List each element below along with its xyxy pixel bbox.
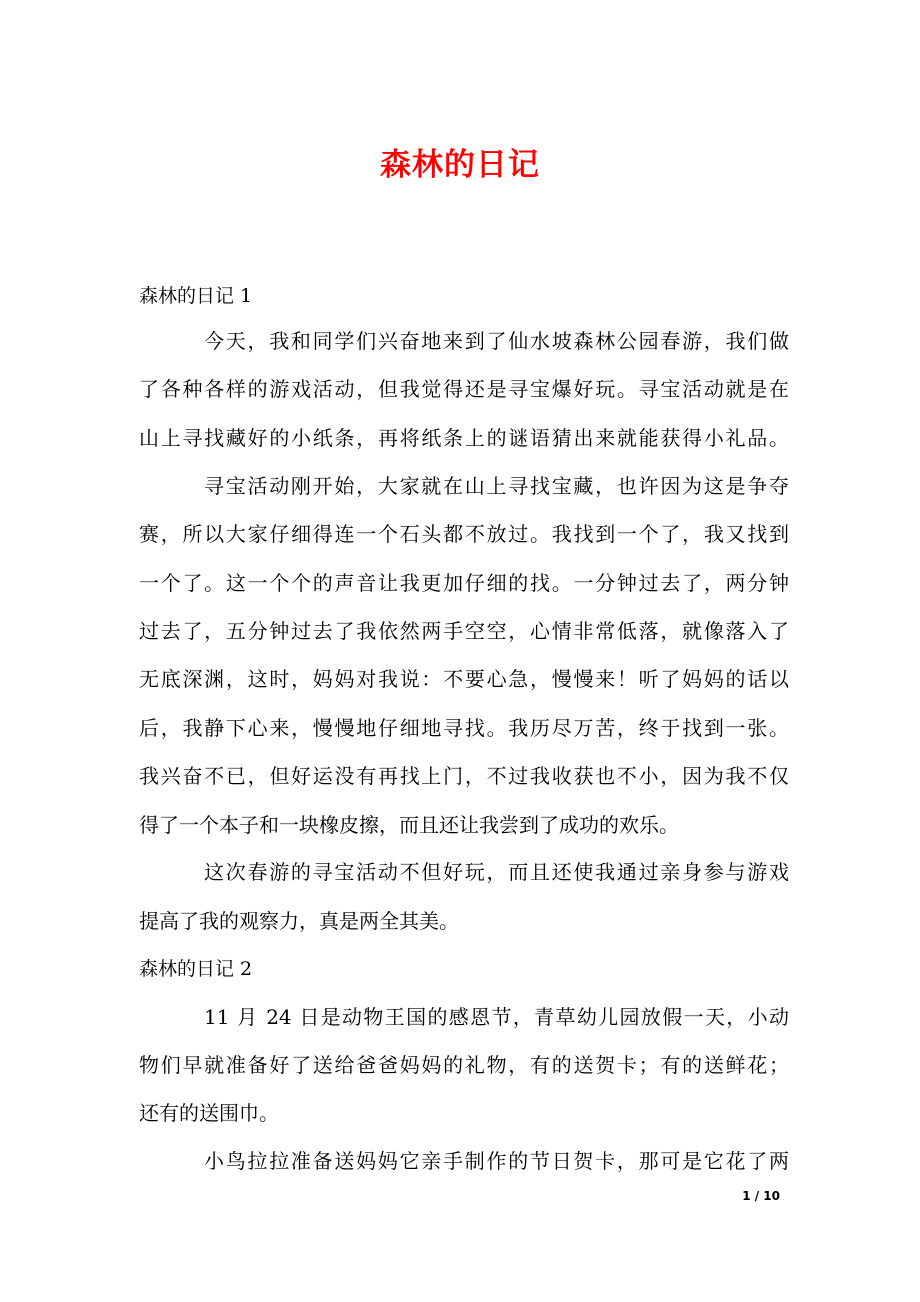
section-heading-2: 森林的日记 2 xyxy=(139,958,253,980)
paragraph-line: 无底深渊，这时，妈妈对我说：不要心急，慢慢来！听了妈妈的话以 xyxy=(139,667,789,691)
paragraph-line: 寻宝活动刚开始，大家就在山上寻找宝藏，也许因为这是争夺 xyxy=(204,474,789,498)
section-heading-1: 森林的日记 1 xyxy=(139,285,253,307)
paragraph-line: 物们早就准备好了送给爸爸妈妈的礼物，有的送贺卡；有的送鲜花； xyxy=(139,1053,789,1077)
paragraph-line: 山上寻找藏好的小纸条，再将纸条上的谜语猜出来就能获得小礼品。 xyxy=(139,426,789,450)
paragraph-line: 提高了我的观察力，真是两全其美。 xyxy=(139,909,459,933)
paragraph-line: 得了一个本子和一块橡皮擦，而且还让我尝到了成功的欢乐。 xyxy=(139,813,679,837)
paragraph-line: 一个了。这一个个的声音让我更加仔细的找。一分钟过去了，两分钟 xyxy=(139,571,789,595)
paragraph-line: 赛，所以大家仔细得连一个石头都不放过。我找到一个了，我又找到 xyxy=(139,522,789,546)
paragraph-line: 这次春游的寻宝活动不但好玩，而且还使我通过亲身参与游戏 xyxy=(204,860,789,884)
paragraph-line: 还有的送围巾。 xyxy=(139,1101,279,1125)
page-indicator: 1 / 10 xyxy=(742,1189,780,1203)
paragraph-line: 后，我静下心来，慢慢地仔细地寻找。我历尽万苦，终于找到一张。 xyxy=(139,716,789,740)
paragraph-line: 了各种各样的游戏活动，但我觉得还是寻宝爆好玩。寻宝活动就是在 xyxy=(139,377,789,401)
document-title: 森林的日记 xyxy=(380,147,540,183)
paragraph-line: 我兴奋不已，但好运没有再找上门，不过我收获也不小，因为我不仅 xyxy=(139,764,789,788)
paragraph-line: 今天，我和同学们兴奋地来到了仙水坡森林公园春游，我们做 xyxy=(204,329,789,353)
paragraph-line: 过去了，五分钟过去了我依然两手空空，心情非常低落，就像落入了 xyxy=(139,619,789,643)
paragraph-line: 小鸟拉拉准备送妈妈它亲手制作的节日贺卡，那可是它花了两 xyxy=(204,1149,789,1173)
paragraph-line: 11 月 24 日是动物王国的感恩节，青草幼儿园放假一天，小动 xyxy=(204,1005,789,1029)
